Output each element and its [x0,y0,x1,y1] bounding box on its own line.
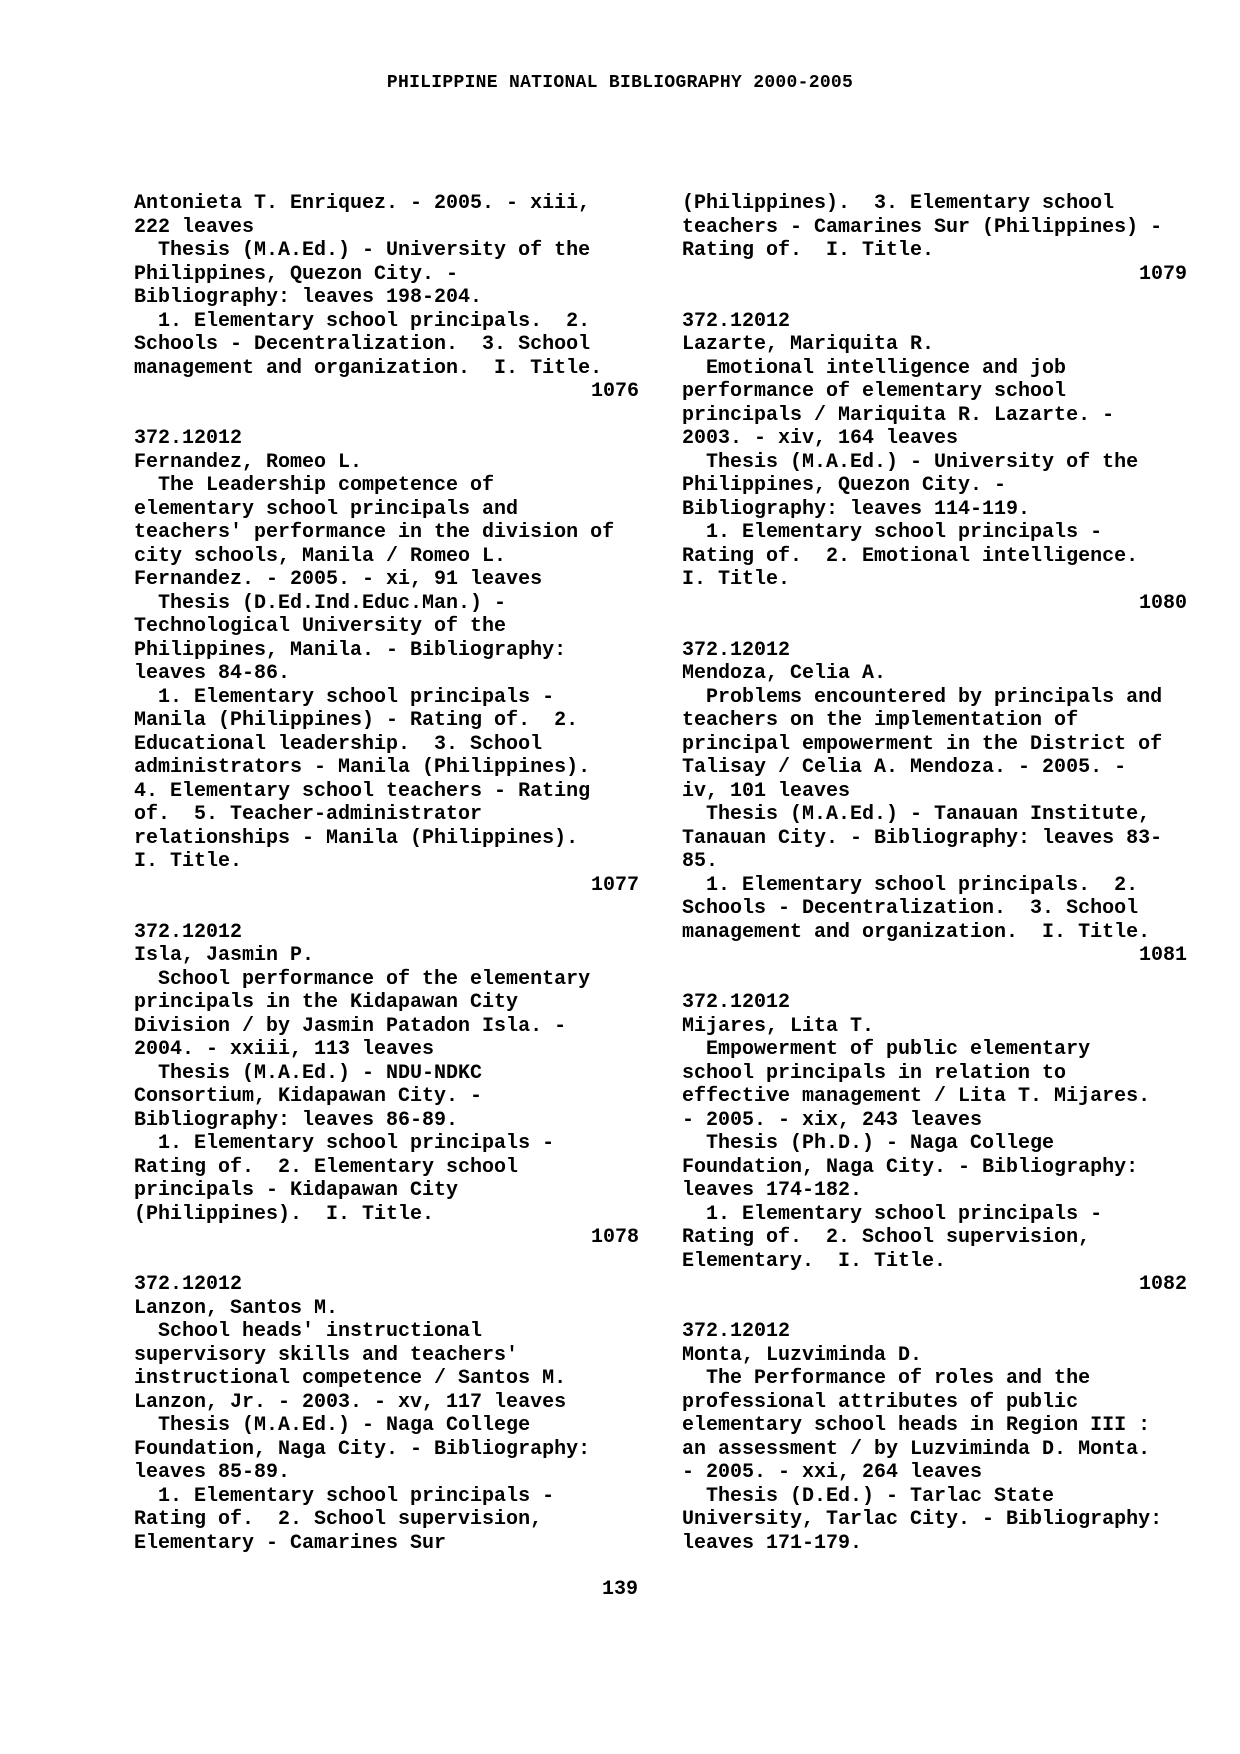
entry-line: an assessment / by Luzviminda D. Monta. [682,1437,1151,1461]
entry-line: 372.12012 [682,1320,791,1343]
entry-line: 1. Elementary school principals - [682,521,1103,544]
entry-line: 2004. - xxiii, 113 leaves [134,1038,435,1061]
entry-line: Isla, Jasmin P. [134,944,315,967]
entry-line: 1. Elementary school principals. 2. [134,309,591,333]
entry-line: 372.12012 [134,427,243,450]
entry-line: Rating of. 2. School supervision, [134,1508,543,1531]
entry-line: Philippines, Quezon City. - [134,262,459,286]
entry-line: effective management / Lita T. Mijares. [682,1085,1151,1108]
entry-line: teachers - Camarines Sur (Philippines) - [682,215,1163,239]
bibliographic-entry [682,192,1187,286]
entry-line: Thesis (M.A.Ed.) - Tanauan Institute, [682,803,1151,826]
bibliographic-entry [682,1320,1187,1555]
entry-line: Bibliography: leaves 86-89. [134,1108,459,1132]
entry-line: teachers on the implementation of [682,709,1079,732]
entry-line: Tanauan City. - Bibliography: leaves 83- [682,826,1163,850]
entry-line: instructional competence / Santos M. [134,1367,567,1390]
entry-line: Antonieta T. Enriquez. - 2005. - xiii, [134,192,591,215]
page-number: 139 [601,1578,638,1601]
entry-line: Empowerment of public elementary [682,1038,1091,1061]
entry-line: 1. Elementary school principals - [134,1484,555,1508]
entry-line: Thesis (M.A.Ed.) - NDU-NDKC [134,1061,483,1085]
entry-line: The Leadership competence of [134,474,495,497]
entry-line: Emotional intelligence and job [682,356,1067,380]
entry-line: Thesis (M.A.Ed.) - Naga College [134,1414,531,1437]
entry-line: 2003. - xiv, 164 leaves [682,427,959,450]
entry-line: I. Title. [682,568,791,591]
entry-line: Philippines, Manila. - Bibliography: [134,638,567,662]
entry-line: teachers' performance in the division of [134,521,615,544]
entry-number: 1082 [1138,1273,1187,1296]
entry-line: leaves 171-179. [682,1531,863,1555]
entry-line: Foundation, Naga City. - Bibliography: [682,1155,1139,1179]
entry-line: Fernandez, Romeo L. [134,450,363,474]
entry-line: (Philippines). I. Title. [134,1202,435,1226]
bibliographic-entry [134,427,639,897]
entry-line: 4. Elementary school teachers - Rating [134,779,591,803]
right-column [682,192,1187,1555]
entry-line: Monta, Luzviminda D. [682,1343,923,1367]
entry-line: iv, 101 leaves [682,779,851,803]
entry-line: Mijares, Lita T. [682,1014,875,1038]
bibliographic-entry [682,310,1187,616]
entry-line: 1. Elementary school principals - [682,1202,1103,1226]
entry-number: 1076 [590,380,639,403]
entry-line: management and organization. I. Title. [682,920,1151,944]
entry-line: principals - Kidapawan City [134,1179,459,1202]
entry-line: Problems encountered by principals and [682,685,1163,709]
entry-line: - 2005. - xix, 243 leaves [682,1108,983,1132]
entry-spacer [134,1250,639,1274]
entry-line: 372.12012 [682,309,791,333]
entry-line: Fernandez. - 2005. - xi, 91 leaves [134,568,543,591]
entry-line: 1. Elementary school principals. 2. [682,873,1139,897]
entry-line: Schools - Decentralization. 3. School [134,333,591,356]
entry-line: (Philippines). 3. Elementary school [682,192,1115,215]
entry-line: Mendoza, Celia A. [682,662,887,685]
entry-line: 222 leaves [134,215,255,239]
bibliographic-entry [682,991,1187,1297]
entry-line: Bibliography: leaves 114-119. [682,497,1031,521]
entry-number: 1078 [590,1226,639,1249]
entry-line: Rating of. 2. Emotional intelligence. [682,544,1139,568]
entry-line: Thesis (M.A.Ed.) - University of the [682,450,1139,474]
entry-line: leaves 84-86. [134,662,291,685]
entry-line: elementary school heads in Region III : [682,1414,1151,1437]
entry-line: elementary school principals and [134,497,519,521]
entry-line: University, Tarlac City. - Bibliography: [682,1508,1163,1531]
entry-line: Philippines, Quezon City. - [682,474,1007,497]
entry-line: Technological University of the [134,615,507,638]
entry-line: 372.12012 [682,991,791,1014]
entry-line: Rating of. I. Title. [682,239,935,262]
entry-line: 1. Elementary school principals - [134,685,555,709]
bibliographic-entry [682,639,1187,968]
entry-line: principal empowerment in the District of [682,732,1163,756]
entry-line: leaves 85-89. [134,1461,291,1484]
entry-spacer [682,615,1187,639]
entry-spacer [682,1297,1187,1321]
entry-line: 1. Elementary school principals - [134,1132,555,1155]
entry-line: Rating of. 2. School supervision, [682,1226,1091,1249]
entry-line: Division / by Jasmin Patadon Isla. - [134,1014,567,1038]
left-column [134,192,639,1555]
entry-number: 1077 [590,873,639,897]
entry-line: Lanzon, Santos M. [134,1296,339,1320]
entry-line: Manila (Philippines) - Rating of. 2. [134,709,579,732]
entry-line: principals in the Kidapawan City [134,991,519,1014]
entry-line: Rating of. 2. Elementary school [134,1155,519,1179]
entry-line: Thesis (D.Ed.Ind.Educ.Man.) - [134,591,507,615]
entry-line: Educational leadership. 3. School [134,732,543,756]
entry-line: city schools, Manila / Romeo L. [134,544,507,568]
entry-number: 1081 [1138,944,1187,967]
entry-line: School performance of the elementary [134,967,591,991]
entry-line: Elementary. I. Title. [682,1249,947,1273]
entry-line: 372.12012 [134,920,243,944]
entry-line: school principals in relation to [682,1061,1067,1085]
entry-line: Foundation, Naga City. - Bibliography: [134,1437,591,1461]
entry-line: supervisory skills and teachers' [134,1343,519,1367]
entry-line: Thesis (M.A.Ed.) - University of the [134,239,591,262]
entry-line: - 2005. - xxi, 264 leaves [682,1461,983,1484]
entry-line: Lanzon, Jr. - 2003. - xv, 117 leaves [134,1390,567,1414]
entry-line: 85. [682,850,719,873]
entry-line: performance of elementary school [682,380,1067,403]
entry-line: Thesis (Ph.D.) - Naga College [682,1132,1055,1155]
entry-spacer [682,968,1187,992]
entry-line: Bibliography: leaves 198-204. [134,286,483,309]
entry-line: 372.12012 [134,1273,243,1296]
entry-line: Lazarte, Mariquita R. [682,333,935,356]
entry-number: 1080 [1138,591,1187,615]
entry-spacer [682,286,1187,310]
entry-line: management and organization. I. Title. [134,356,603,380]
entry-line: Schools - Decentralization. 3. School [682,897,1139,920]
running-title: PHILIPPINE NATIONAL BIBLIOGRAPHY 2000-2005 [386,73,854,93]
entry-line: of. 5. Teacher-administrator [134,803,483,826]
entry-spacer [134,897,639,921]
entry-line: professional attributes of public [682,1390,1079,1414]
entry-line: I. Title. [134,850,243,873]
entry-line: The Performance of roles and the [682,1367,1091,1390]
entry-line: School heads' instructional [134,1320,483,1343]
bibliographic-entry [134,921,639,1250]
bibliographic-entry [134,1273,639,1555]
entry-line: Consortium, Kidapawan City. - [134,1085,483,1108]
entry-line: administrators - Manila (Philippines). [134,756,591,779]
entry-line: 372.12012 [682,638,791,662]
entry-line: principals / Mariquita R. Lazarte. - [682,403,1115,427]
entry-line: Elementary - Camarines Sur [134,1531,447,1555]
entry-spacer [134,404,639,428]
entry-number: 1079 [1138,262,1187,286]
entry-line: relationships - Manila (Philippines). [134,826,579,850]
entry-line: Thesis (D.Ed.) - Tarlac State [682,1484,1055,1508]
entry-line: leaves 174-182. [682,1179,863,1202]
bibliographic-entry [134,192,639,404]
entry-line: Talisay / Celia A. Mendoza. - 2005. - [682,756,1127,779]
